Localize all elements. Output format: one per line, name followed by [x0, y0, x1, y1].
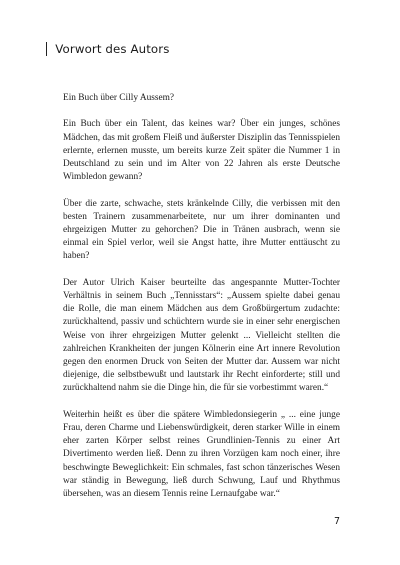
paragraph: Der Autor Ulrich Kaiser beurteilte das angespannte Mutter-Tochter Verhältnis in seinem Buch „Tennisstars“: „Aussem spielte dabei genau die Rolle, die man einem Mädchen aus dem Großbürgertum zudachte: zurückhaltend, passiv und schüchtern wurde sie in einer sehr energischen Weise von ihrer ehrgeizigen Mutter gelenkt ... Vielleicht stellten die zahlreichen Krankheiten der jungen Kölnerin eine Art innere Revolution gegen den enormen Druck von Seiten der Mutter dar. Aussem war nicht diejenige, die selbstbewußt und lautstark ihr Recht einforderte; still und zurückhaltend nahm sie die Dinge hin, die für sie vorbestimmt waren.“: [63, 277, 340, 394]
chapter-body: [63, 92, 340, 514]
paragraph: Ein Buch über ein Talent, das keines war? Über ein junges, schönes Mädchen, das mit großem Fleiß und äußerster Disziplin das Tennisspielen erlernte, erlernen musste, um bereits kurze Zeit später die Nummer 1 in Deutschland zu sein und im Alter von 22 Jahren als erste Deutsche Wimbledon gewann?: [63, 119, 340, 183]
paragraph: Über die zarte, schwache, stets kränkelnde Cilly, die verbissen mit den besten Trainern zusammenarbeitete, nur um ihrer dominanten und ehrgeizigen Mutter zu gehorchen? Die in Tränen ausbrach, wenn sie einmal ein Spiel verlor, weil sie Angst hatte, ihre Mutter enttäuscht zu haben?: [63, 198, 340, 262]
paragraph: Ein Buch über Cilly Aussem?: [63, 93, 175, 103]
chapter-header: [46, 42, 169, 56]
paragraph: Weiterhin heißt es über die spätere Wimbledonsiegerin „ ... eine junge Frau, deren Charme und Liebenswürdigkeit, deren starker Wille in einem eher zarten Körper selbst reines Grundlinien-Tennis zu einer Art Divertimento werden ließ. Denn zu ihren Vorzügen kam noch einer, ihre beschwingte Beweglichkeit: Ein schmales, fast schon tänzerisches Wesen war ständig in Bewegung, ließ durch Schwung, Lauf und Rhythmus übersehen, was an diesem Tennis reine Lernaufgabe war.“: [63, 409, 340, 500]
page-number: 7: [333, 516, 340, 527]
chapter-title: Vorwort des Autors: [55, 42, 170, 56]
header-rule: [46, 42, 47, 56]
